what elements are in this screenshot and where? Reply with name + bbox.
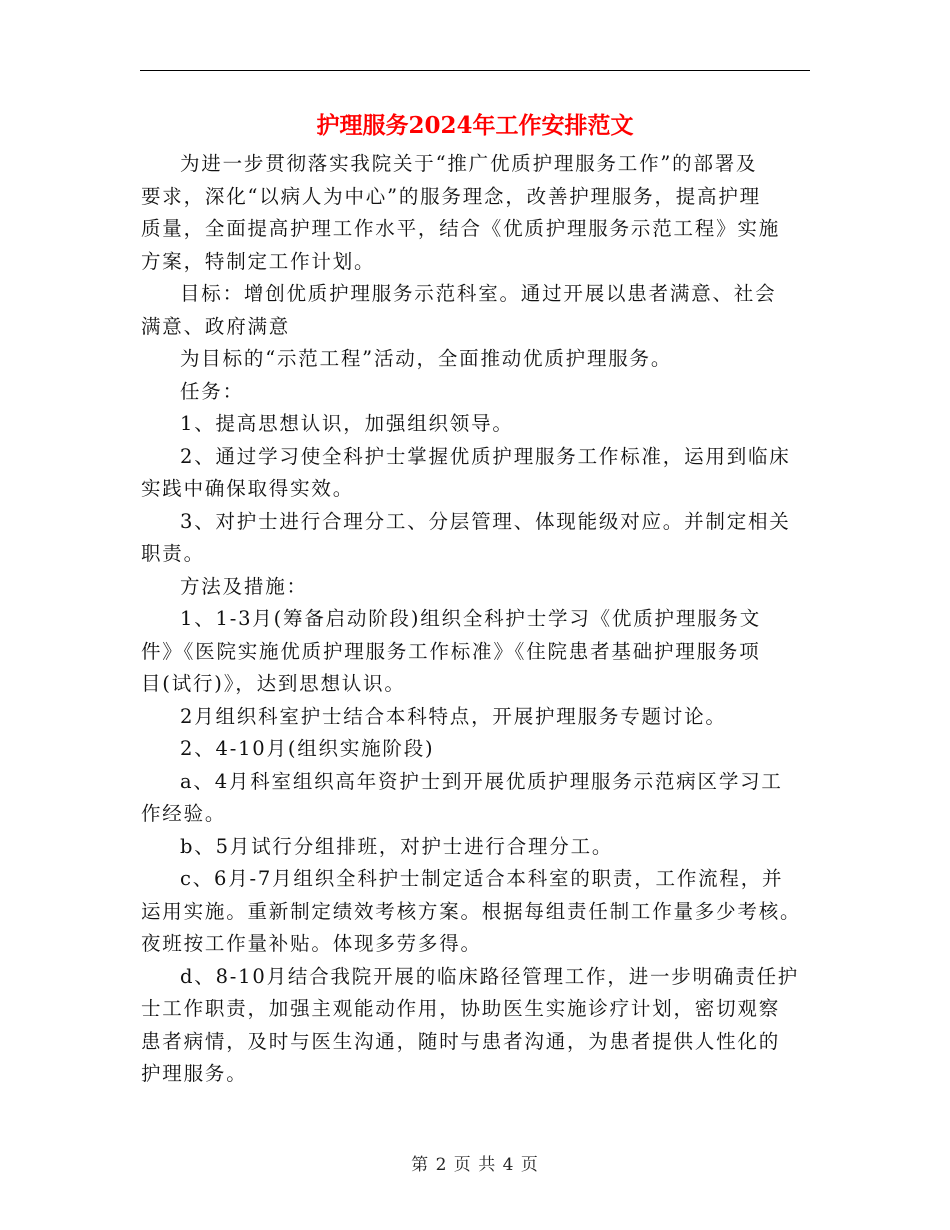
paragraph-line: 士工作职责，加强主观能动作用，协助医生实施诊疗计划，密切观察 [141,997,781,1020]
paragraph-line: 作经验。 [141,802,227,825]
page-footer [0,1154,950,1176]
paragraph-line: a、4月科室组织高年资护士到开展优质护理服务示范病区学习工 [180,769,783,793]
paragraph-line: 运用实施。重新制定绩效考核方案。根据每组责任制工作量多少考核。 [141,899,802,923]
paragraph [141,863,811,961]
paragraph-line: 2、4-10月(组织实施阶段) [180,737,435,760]
paragraph [141,701,811,734]
paragraph-line: 3、对护士进行合理分工、分层管理、体现能级对应。并制定相关 [180,509,791,533]
paragraph-line: 质量，全面提高护理工作水平，结合《优质护理服务示范工程》实施 [141,217,781,240]
paragraph-line: 2、通过学习使全科护士掌握优质护理服务工作标准，运用到临床 [180,444,791,468]
document-body [141,148,811,1091]
paragraph-line: b、5月试行分组排班，对护士进行合理分工。 [180,834,614,858]
paragraph-line: 为进一步贯彻落实我院关于“推广优质护理服务工作”的部署及 [180,152,758,175]
paragraph-line: 护理服务。 [141,1062,248,1085]
paragraph-line: 方案，特制定工作计划。 [141,249,376,273]
paragraph-line: 任务： [180,379,244,403]
header-rule [140,70,810,71]
paragraph-line: 为目标的“示范工程”活动，全面推动优质护理服务。 [180,347,673,370]
paragraph-line: 方法及措施： [180,574,308,598]
paragraph-line: 实践中确保取得实效。 [141,477,355,500]
paragraph [141,831,811,864]
paragraph [141,148,811,278]
paragraph-line: 要求，深化“以病人为中心”的服务理念，改善护理服务，提高护理 [141,184,761,208]
paragraph-line: 职责。 [141,542,205,565]
paragraph [141,603,811,701]
paragraph-line: 目(试行)》，达到思想认识。 [141,672,406,695]
paragraph-line: 满意、政府满意 [141,314,291,338]
paragraph-line: 件》《医院实施优质护理服务工作标准》《住院患者基础护理服务项 [141,639,761,663]
paragraph [141,961,811,1091]
paragraph-line: c、6月-7月组织全科护士制定适合本科室的职责，工作流程，并 [180,867,784,890]
page-number: 第 2 页 共 4 页 [411,1155,539,1175]
paragraph-line: 夜班按工作量补贴。体现多劳多得。 [141,932,482,955]
paragraph [141,376,811,409]
paragraph-line: 1、1-3月(筹备启动阶段)组织全科护士学习《优质护理服务文 [180,607,762,630]
paragraph [141,571,811,604]
document-title: 护理服务2024年工作安排范文 [316,112,634,139]
paragraph-line: 2月组织科室护士结合本科特点，开展护理服务专题讨论。 [180,704,727,728]
paragraph-line: 1、提高思想认识，加强组织领导。 [180,412,514,435]
paragraph [141,278,811,343]
paragraph [141,408,811,441]
paragraph-line: 患者病情，及时与医生沟通，随时与患者沟通，为患者提供人性化的 [141,1029,781,1053]
paragraph [141,506,811,571]
paragraph-line: d、8-10月结合我院开展的临床路径管理工作，进一步明确责任护 [180,964,800,988]
paragraph-line: 目标：增创优质护理服务示范科室。通过开展以患者满意、社会 [180,282,777,305]
paragraph [141,733,811,766]
paragraph [141,766,811,831]
paragraph [141,441,811,506]
paragraph [141,343,811,376]
